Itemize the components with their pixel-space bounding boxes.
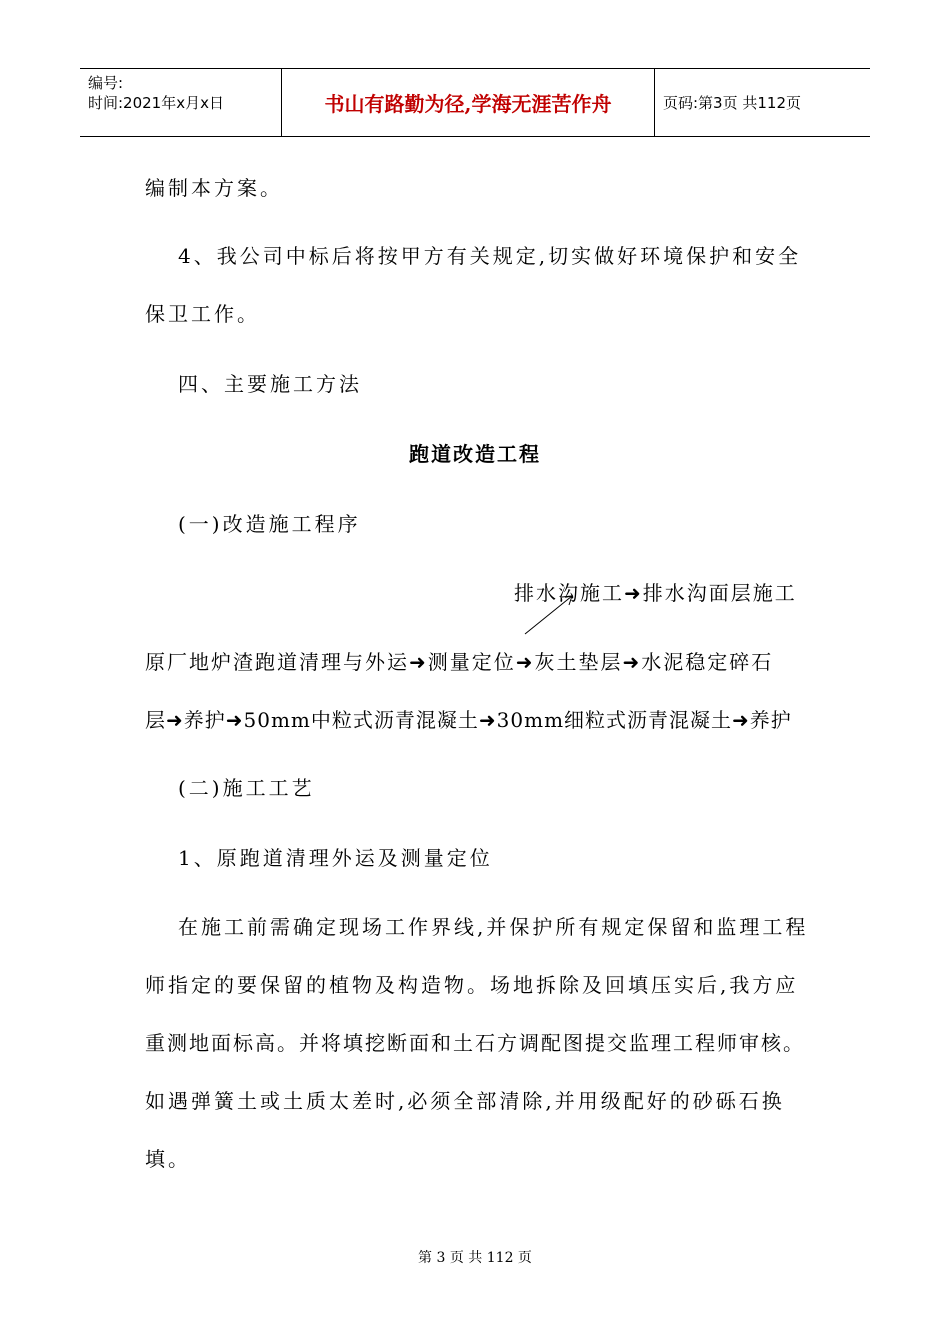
header-meta <box>80 69 282 136</box>
paragraph-text: 在施工前需确定现场工作界线,并保护所有规定保留和监理工程 <box>178 915 809 939</box>
header-motto: 书山有路勤为径,学海无涯苦作舟 <box>282 69 655 136</box>
page-footer: 第 3 页 共 112 页 <box>418 1250 532 1266</box>
item-heading: 1、原跑道清理外运及测量定位 <box>178 846 493 870</box>
date-label: 时间:2021年x月x日 <box>88 94 224 112</box>
paragraph-text: 重测地面标高。并将填挖断面和土石方调配图提交监理工程师审核。 <box>145 1031 805 1055</box>
document-title: 跑道改造工程 <box>409 442 541 466</box>
page-header <box>80 68 870 137</box>
flow-line: 原厂地炉渣跑道清理与外运➜测量定位➜灰土垫层➜水泥稳定碎石 <box>145 650 774 674</box>
paragraph-text: 编制本方案。 <box>145 176 283 200</box>
branch-arrow-icon <box>520 592 580 637</box>
sub-heading: (二)施工工艺 <box>178 776 315 800</box>
paragraph-text: 填。 <box>145 1147 191 1171</box>
flow-branch: 排水沟施工➜排水沟面层施工 <box>514 581 797 605</box>
header-page-info: 页码:第3页 共112页 <box>663 94 801 112</box>
sub-heading: (一)改造施工程序 <box>178 512 361 536</box>
section-heading: 四、主要施工方法 <box>178 372 362 396</box>
flow-line: 层➜养护➜50mm中粒式沥青混凝土➜30mm细粒式沥青混凝土➜养护 <box>145 708 792 732</box>
paragraph-text: 如遇弹簧土或土质太差时,必须全部清除,并用级配好的砂砾石换 <box>145 1089 785 1113</box>
paragraph-text: 师指定的要保留的植物及构造物。场地拆除及回填压实后,我方应 <box>145 973 799 997</box>
number-label: 编号: <box>88 74 124 92</box>
paragraph-text: 4、我公司中标后将按甲方有关规定,切实做好环境保护和安全 <box>178 244 802 268</box>
paragraph-text: 保卫工作。 <box>145 302 260 326</box>
